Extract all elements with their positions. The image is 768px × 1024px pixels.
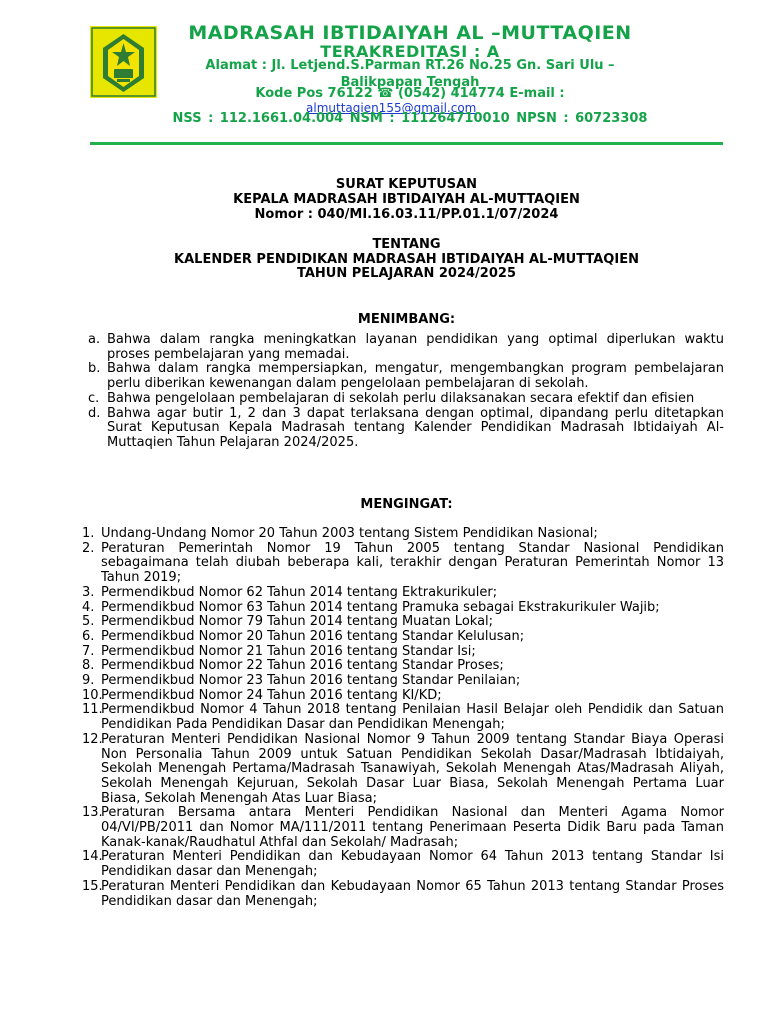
list-item-marker: 13. [82,805,103,821]
postal-phone: Kode Pos 76122 ☎ (0542) 414774 E-mail : [255,86,565,101]
list-item-marker: 12. [82,731,103,747]
list-item [88,392,724,407]
menimbang-list [88,333,724,451]
doc-subject: KALENDER PENDIDIKAN MADRASAH IBTIDAIYAH AL-MUTTAQIEN [174,252,639,267]
list-item-marker: 14. [82,849,103,865]
list-item-marker: b. [88,361,101,377]
list-item [88,333,724,362]
list-item-text: Bahwa pengelolaan pembelajaran di sekolah perlu dilaksanakan secara efektif dan efisien [107,390,695,406]
address-line-2: Balikpapan Tengah [340,75,480,90]
list-item [82,850,724,879]
list-item-marker: 7. [82,643,95,659]
tentang-label: TENTANG [372,237,441,252]
list-item-marker: 11. [82,702,103,718]
list-item [82,674,724,689]
doc-issuer: KEPALA MADRASAH IBTIDAIYAH AL-MUTTAQIEN [233,192,580,207]
list-item-text: Peraturan Menteri Pendidikan dan Kebudayaan Nomor 65 Tahun 2013 tentang Standar Proses Pendidikan dasar dan Menengah; [101,878,724,909]
accreditation: TERAKREDITASI : A [320,42,500,61]
list-item [82,806,724,850]
doc-subject-year: TAHUN PELAJARAN 2024/2025 [296,266,516,281]
list-item [82,601,724,616]
school-name: MADRASAH IBTIDAIYAH AL –MUTTAQIEN [188,22,632,44]
list-item [82,527,724,542]
list-item-text: Permendikbud Nomor 22 Tahun 2016 tentang Standar Proses; [101,658,504,674]
address-line-1: Alamat : Jl. Letjend.S.Parman RT.26 No.25 Gn. Sari Ulu – [205,58,615,73]
list-item [82,542,724,586]
list-item-marker: 8. [82,658,95,674]
list-item [82,733,724,807]
list-item [82,659,724,674]
list-item-text: Bahwa agar butir 1, 2 dan 3 dapat terlaksana dengan optimal, dipandang perlu ditetapkan Surat Keputusan Kepala Madrasah tentang Kalender Pendidikan Madrasah Ibtidaiyah Al-Muttaqien Tahun Pelajaran 2024/2025. [107,405,724,450]
doc-title: SURAT KEPUTUSAN [335,177,478,192]
list-item-marker: 1. [82,526,95,541]
list-item-text: Peraturan Bersama antara Menteri Pendidikan Nasional dan Menteri Agama Nomor 04/VI/PB/2011 dan Nomor MA/111/2011 tentang Penerimaan Peserta Didik Baru pada Taman Kanak-kanak/Raudhatul Athfal dan Sekolah/ Madrasah; [101,805,724,850]
list-item-marker: 5. [82,614,95,630]
list-item [82,645,724,660]
list-item-text: Permendikbud Nomor 63 Tahun 2014 tentang Pramuka sebagai Ekstrakurikuler Wajib; [101,599,660,615]
list-item-text: Permendikbud Nomor 23 Tahun 2016 tentang Standar Penilaian; [101,673,521,689]
list-item-text: Bahwa dalam rangka meningkatkan layanan pendidikan yang optimal diperlukan waktu proses pembelajaran yang memadai. [107,332,724,362]
list-item [82,703,724,732]
list-item-text: Peraturan Menteri Pendidikan Nasional Nomor 9 Tahun 2009 tentang Standar Biaya Operasi Non Personalia Tahun 2009 untuk Satuan Pendidikan Sekolah Dasar/Madrasah Ibtidaiyah, Sekolah Menengah Pertama/Madrasah Tsanawiyah, Sekolah Menengah Atas/Madrasah Aliyah, Sekolah Menengah Kejuruan, Sekolah Dasar Luar Biasa, Sekolah Menengah Pertama Luar Biasa, Sekolah Menengah Atas Luar Biasa; [101,731,724,806]
list-item-text: Permendikbud Nomor 21 Tahun 2016 tentang Standar Isi; [101,643,476,659]
list-item [82,630,724,645]
menimbang-heading: MENIMBANG: [357,312,456,327]
list-item-marker: 6. [82,628,95,644]
list-item-text: Peraturan Menteri Pendidikan dan Kebudayaan Nomor 64 Tahun 2013 tentang Standar Isi Pendidikan dasar dan Menengah; [101,849,724,880]
school-identifiers: NSS : 112.1661.04.004 NSM : 111264710010 NPSN : 60723308 [172,111,648,126]
list-item-marker: d. [88,405,101,421]
list-item [82,586,724,601]
list-item-text: Permendikbud Nomor 4 Tahun 2018 tentang Penilaian Hasil Belajar oleh Pendidik dan Satuan Pendidikan Pada Pendidikan Dasar dan Pendidikan Menengah; [101,702,724,733]
mengingat-heading: MENGINGAT: [360,497,453,512]
list-item-marker: 10. [82,687,103,703]
list-item [82,615,724,630]
list-item-text: Permendikbud Nomor 20 Tahun 2016 tentang Standar Kelulusan; [101,628,525,644]
list-item-marker: 3. [82,584,95,600]
doc-number: Nomor : 040/MI.16.03.11/PP.01.1/07/2024 [254,207,559,222]
list-item-marker: 2. [82,540,95,556]
list-item [82,880,724,909]
list-item [88,407,724,451]
header-divider [90,142,723,145]
list-item-text: Bahwa dalam rangka mempersiapkan, mengatur, mengembangkan program pembelajaran perlu diberikan kewenangan dalam pengelolaan pembelajaran di sekolah. [107,361,724,392]
list-item-marker: 15. [82,878,103,894]
mengingat-list [82,527,724,909]
list-item-text: Permendikbud Nomor 24 Tahun 2016 tentang KI/KD; [101,687,442,703]
list-item [82,689,724,704]
list-item-text: Permendikbud Nomor 62 Tahun 2014 tentang Ektrakurikuler; [101,584,498,600]
list-item-marker: 9. [82,673,95,689]
list-item-marker: c. [88,390,100,406]
list-item-marker: a. [88,332,101,347]
list-item-text: Permendikbud Nomor 79 Tahun 2014 tentang Muatan Lokal; [101,614,494,630]
list-item-marker: 4. [82,599,95,615]
email-link[interactable]: almuttaqien155@gmail.com [306,101,477,115]
list-item [88,362,724,391]
list-item-text: Peraturan Pemerintah Nomor 19 Tahun 2005 tentang Standar Nasional Pendidikan sebagaimana telah diubah beberapa kali, terakhir dengan Peraturan Pemerintah Nomor 13 Tahun 2019; [101,540,724,586]
list-item-text: Undang-Undang Nomor 20 Tahun 2003 tentang Sistem Pendidikan Nasional; [101,526,598,541]
